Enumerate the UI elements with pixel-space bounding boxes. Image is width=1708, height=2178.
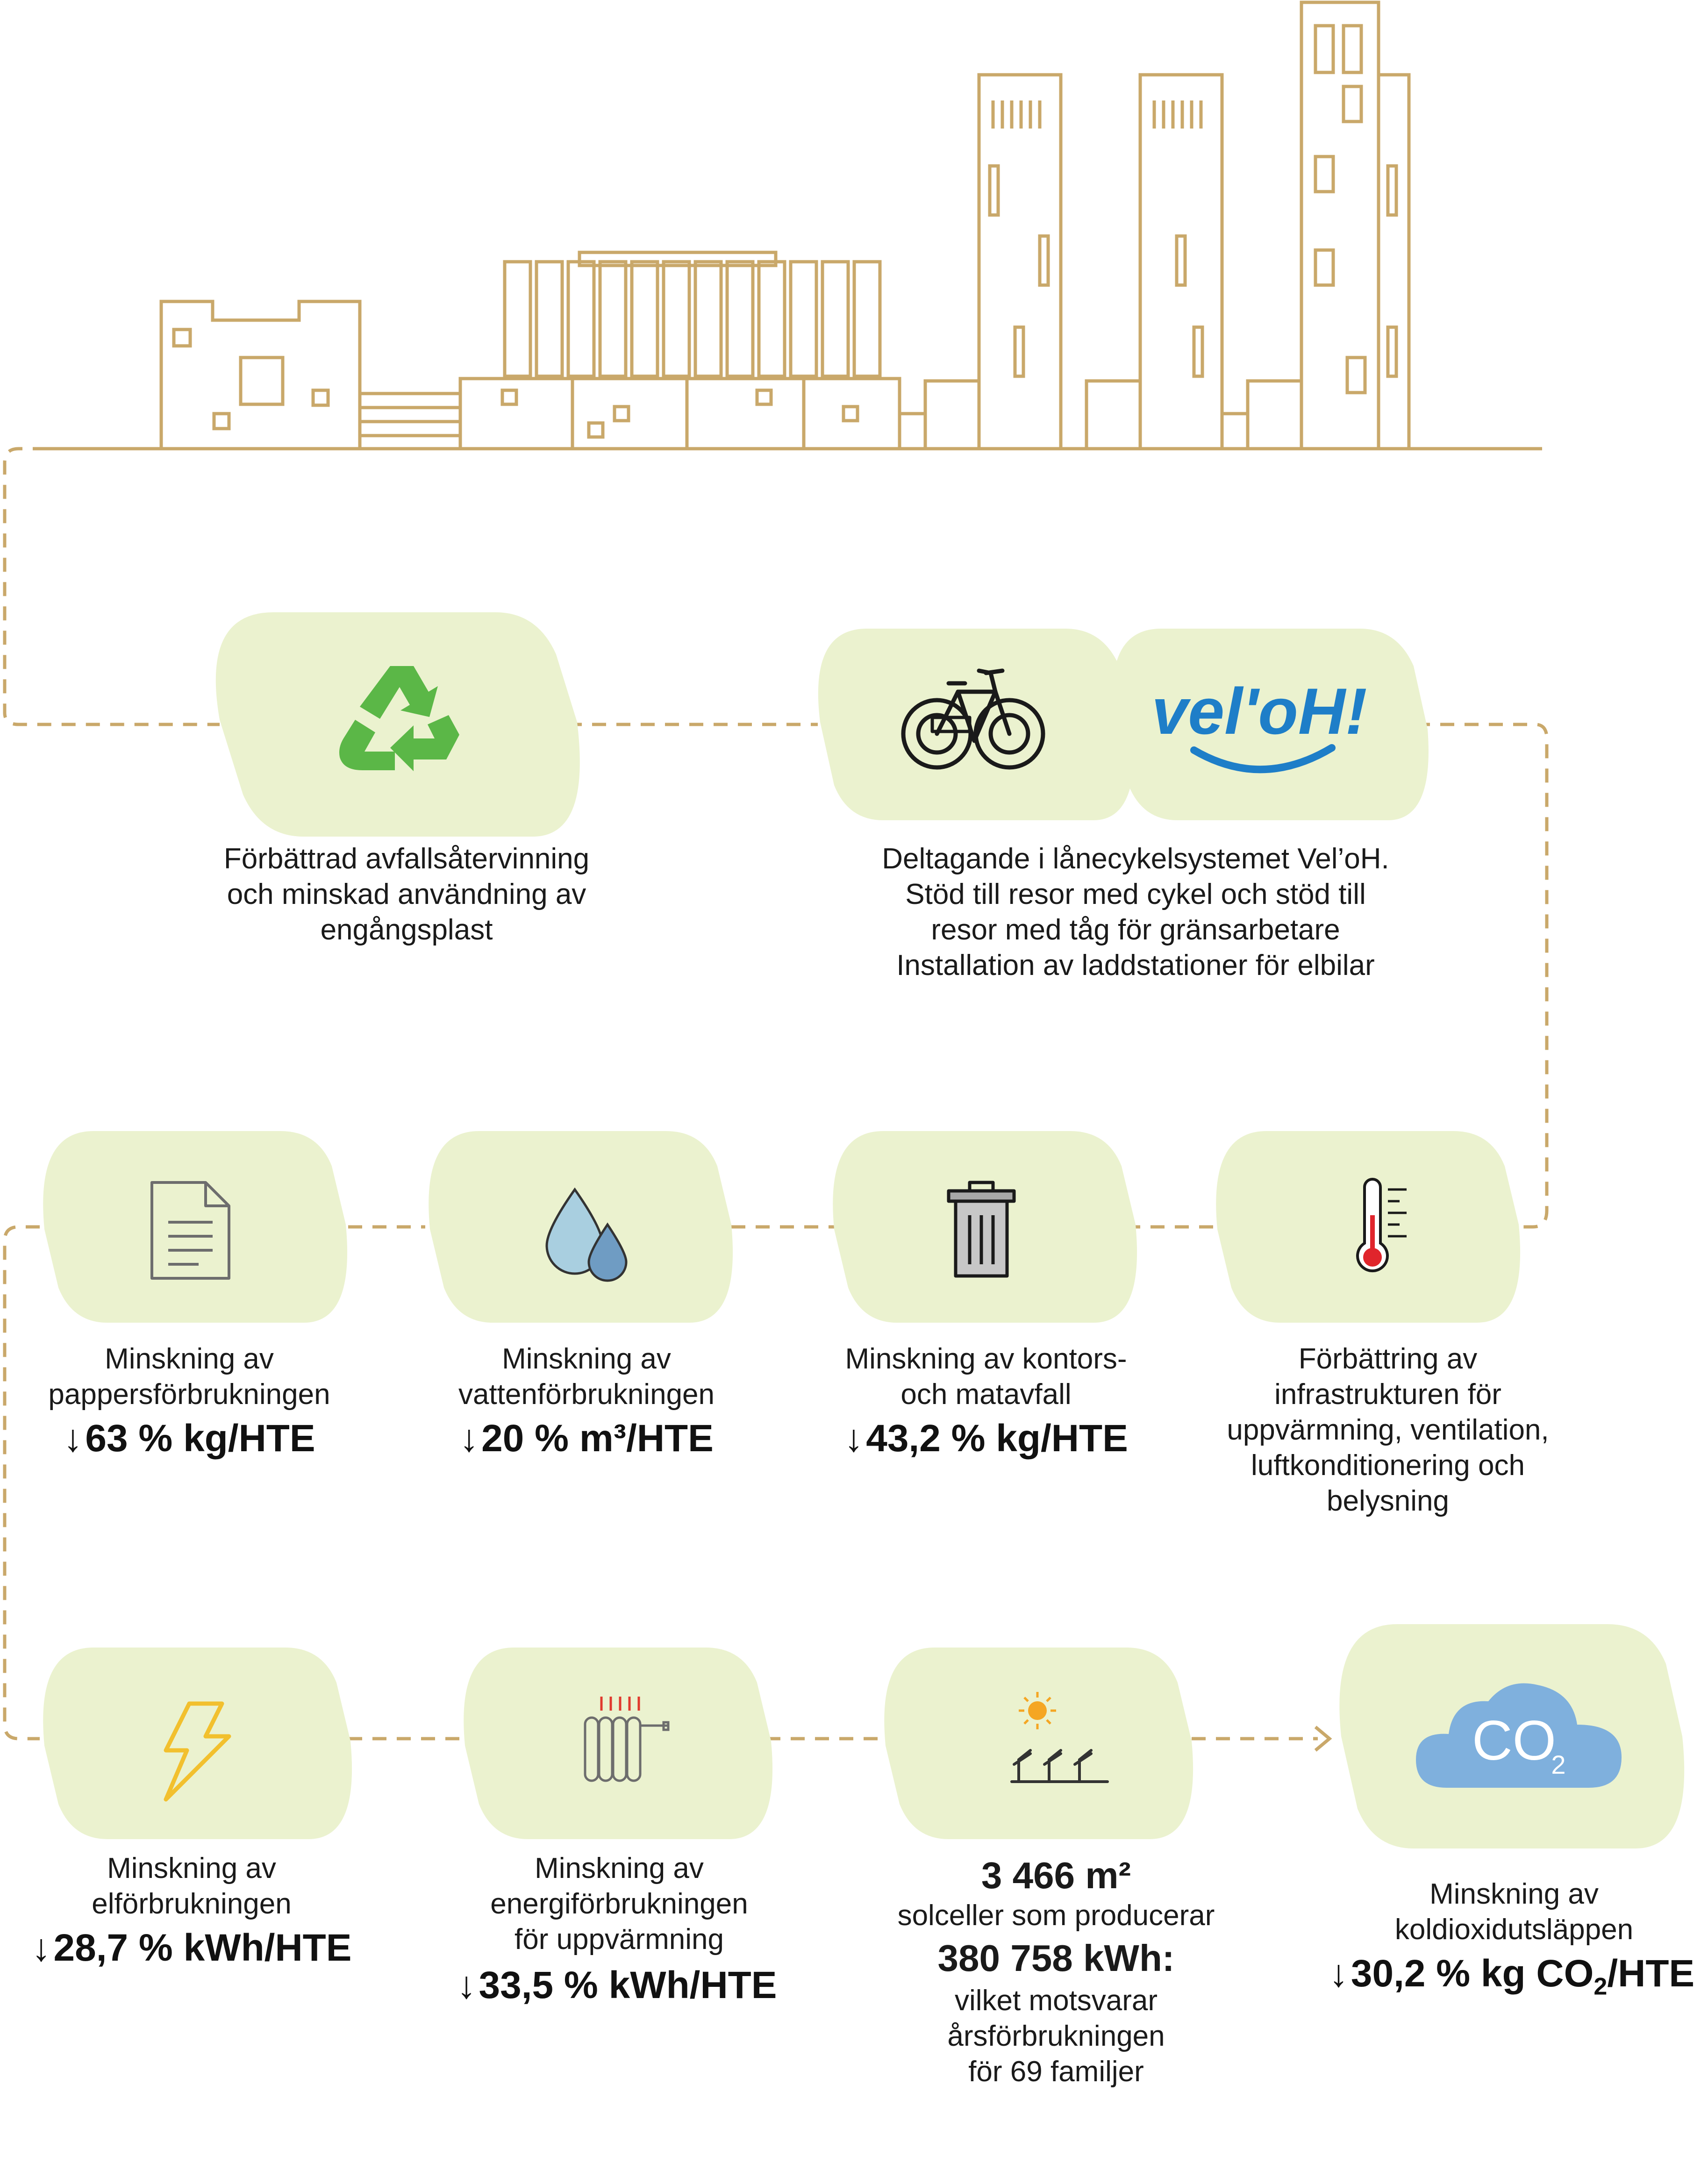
heating-stat — [430, 1963, 804, 2008]
electricity-value: 28,7 % kWh/HTE — [53, 1927, 352, 1969]
heating-line-3: för uppvärmning — [514, 1923, 724, 1956]
electricity-stat — [9, 1926, 374, 1970]
heating-line-1: Minskning av — [535, 1852, 704, 1884]
hvac-line-1: Förbättring av — [1298, 1343, 1478, 1375]
down-arrow-icon: ↓ — [459, 1417, 479, 1460]
down-arrow-icon: ↓ — [31, 1927, 51, 1969]
recycling-line-2: och minskad användning av — [227, 878, 586, 910]
electricity-line-2: elförbrukningen — [92, 1888, 292, 1920]
solar-line-4: för 69 familjer — [968, 2056, 1144, 2088]
hvac-line-4: luftkonditionering och — [1251, 1449, 1525, 1482]
blob-recycling — [216, 612, 580, 837]
down-arrow-icon: ↓ — [457, 1964, 476, 2006]
water-line-1: Minskning av — [502, 1343, 671, 1375]
co2-line-1: Minskning av — [1429, 1878, 1599, 1910]
co2-value-unit: /HTE — [1607, 1952, 1695, 1995]
paper-line-2: pappersförbrukningen — [48, 1378, 330, 1411]
blob-paper — [43, 1131, 347, 1323]
blob-shapes — [43, 612, 1684, 1848]
waste-line-1: Minskning av kontors- — [845, 1343, 1127, 1375]
hvac-line-3: uppvärmning, ventilation, — [1227, 1414, 1549, 1446]
solar-line-3: årsförbrukningen — [947, 2020, 1165, 2052]
bike-line-4: Installation av laddstationer för elbilar — [896, 949, 1375, 982]
trash-can-icon — [949, 1182, 1014, 1276]
solar-line-2: vilket motsvarar — [954, 1985, 1158, 2017]
electricity-description — [28, 1851, 355, 1922]
solar-line-1: solceller som producerar — [897, 1899, 1215, 1932]
heating-line-2: energiförbrukningen — [490, 1888, 748, 1920]
bike-description — [813, 841, 1458, 983]
down-arrow-icon: ↓ — [1329, 1952, 1348, 1995]
blob-solar — [884, 1648, 1193, 1839]
down-arrow-icon: ↓ — [63, 1417, 83, 1460]
heating-description — [449, 1851, 790, 1957]
paper-value: 63 % kg/HTE — [85, 1417, 315, 1460]
bike-line-2: Stöd till resor med cykel och stöd till — [905, 878, 1366, 910]
solar-energy: 380 758 kWh: — [937, 1937, 1175, 1979]
paper-stat — [23, 1416, 355, 1461]
water-description — [421, 1341, 752, 1412]
hvac-description — [1196, 1341, 1579, 1519]
co2-line-2: koldioxidutsläppen — [1394, 1913, 1634, 1946]
down-arrow-icon: ↓ — [844, 1417, 864, 1460]
waste-description — [813, 1341, 1159, 1412]
waste-line-2: och matavfall — [900, 1378, 1072, 1411]
waste-stat — [813, 1416, 1159, 1461]
paper-line-1: Minskning av — [105, 1343, 274, 1375]
blob-electricity — [43, 1648, 352, 1839]
waste-value: 43,2 % kg/HTE — [866, 1417, 1128, 1460]
blob-heating — [464, 1648, 772, 1839]
solar-area: 3 466 m² — [981, 1855, 1131, 1896]
co2-icon-text: CO — [1472, 1709, 1556, 1772]
co2-description — [1346, 1877, 1682, 1948]
electricity-line-1: Minskning av — [107, 1852, 276, 1884]
veloh-logo-text: vel'oH! — [1151, 674, 1367, 748]
hvac-line-2: infrastrukturen för — [1274, 1378, 1501, 1411]
bike-line-1: Deltagande i lånecykelsystemet Vel’oH. — [882, 843, 1389, 875]
solar-description — [869, 1853, 1243, 2090]
recycling-description — [178, 841, 636, 948]
building-illustration — [42, 2, 1542, 449]
bike-line-3: resor med tåg för gränsarbetare — [931, 914, 1340, 946]
co2-stat — [1318, 1951, 1706, 2009]
co2-icon-subscript: 2 — [1551, 1750, 1566, 1779]
water-line-2: vattenförbrukningen — [458, 1378, 715, 1411]
co2-value-subscript: 2 — [1594, 1973, 1608, 2000]
recycling-line-3: engångsplast — [320, 914, 493, 946]
water-stat — [421, 1416, 752, 1461]
heating-value: 33,5 % kWh/HTE — [479, 1964, 777, 2006]
paper-description — [23, 1341, 355, 1412]
hvac-line-5: belysning — [1327, 1485, 1449, 1517]
co2-value: 30,2 % kg CO — [1351, 1952, 1594, 1995]
recycling-line-1: Förbättrad avfallsåtervinning — [223, 843, 590, 875]
water-value: 20 % m³/HTE — [481, 1417, 714, 1460]
